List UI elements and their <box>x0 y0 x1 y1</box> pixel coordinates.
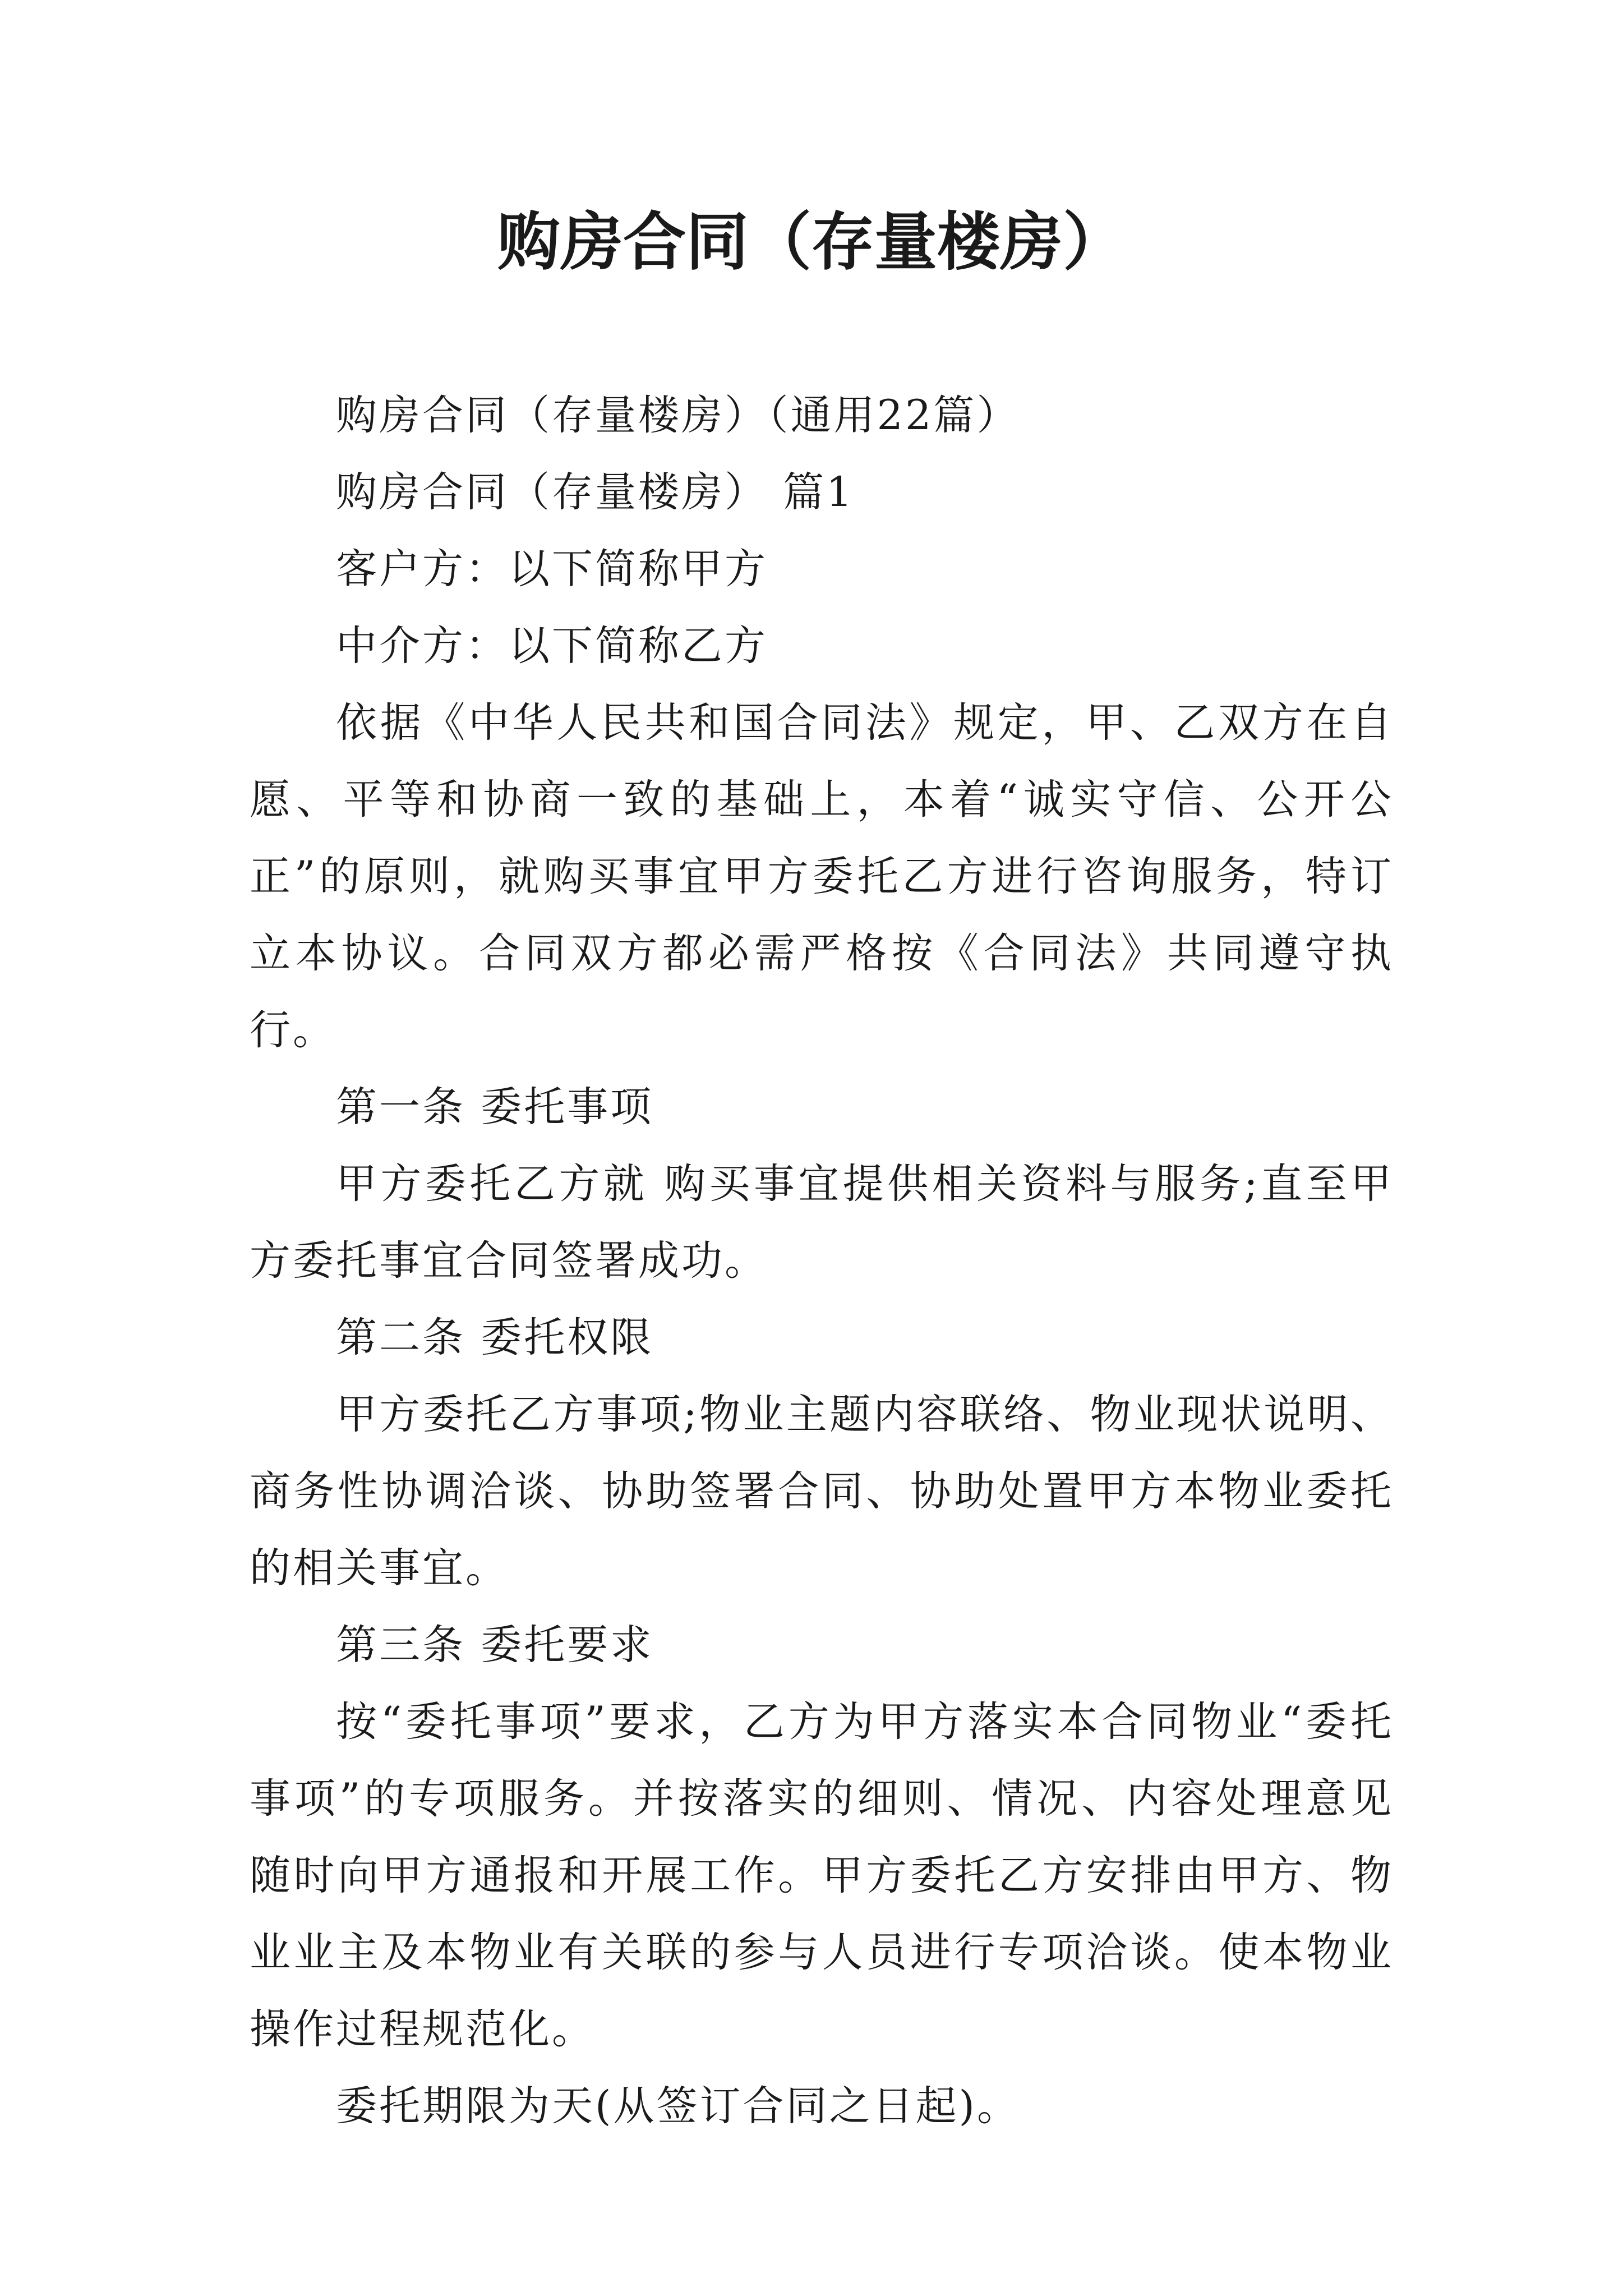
paragraph-preamble: 依据《中华人民共和国合同法》规定，甲、乙双方在自愿、平等和协商一致的基础上，本着“诚实守信、公开公正”的原则，就购买事宜甲方委托乙方进行咨询服务，特订立本协议。合同双方都必需严格按《合同法》共同遵守执行。 <box>250 699 1394 1054</box>
paragraph-party-a: 客户方：以下简称甲方 <box>336 545 768 593</box>
paragraph-term: 委托期限为天(从签订合同之日起)。 <box>336 2082 1020 2130</box>
paragraph-subtitle: 购房合同（存量楼房）（通用22篇） <box>336 392 1020 439</box>
document-title: 购房合同（存量楼房） <box>497 205 1126 279</box>
article-3-heading: 第三条 委托要求 <box>336 1621 654 1669</box>
document-body <box>250 377 1394 2145</box>
article-1-text: 甲方委托乙方就 购买事宜提供相关资料与服务;直至甲方委托事宜合同签署成功。 <box>250 1160 1394 1285</box>
article-2-text: 甲方委托乙方事项;物业主题内容联络、物业现状说明、商务性协调洽谈、协助签署合同、协助处置甲方本物业委托的相关事宜。 <box>250 1391 1394 1592</box>
article-3-text: 按“委托事项”要求，乙方为甲方落实本合同物业“委托事项”的专项服务。并按落实的细则、情况、内容处理意见随时向甲方通报和开展工作。甲方委托乙方安排由甲方、物业业主及本物业有关联的参与人员进行专项洽谈。使本物业操作过程规范化。 <box>250 1698 1394 2053</box>
article-2-heading: 第二条 委托权限 <box>336 1314 654 1361</box>
article-1-heading: 第一条 委托事项 <box>336 1083 654 1131</box>
paragraph-party-b: 中介方：以下简称乙方 <box>336 622 768 670</box>
paragraph-section-heading: 购房合同（存量楼房） 篇1 <box>336 468 855 516</box>
